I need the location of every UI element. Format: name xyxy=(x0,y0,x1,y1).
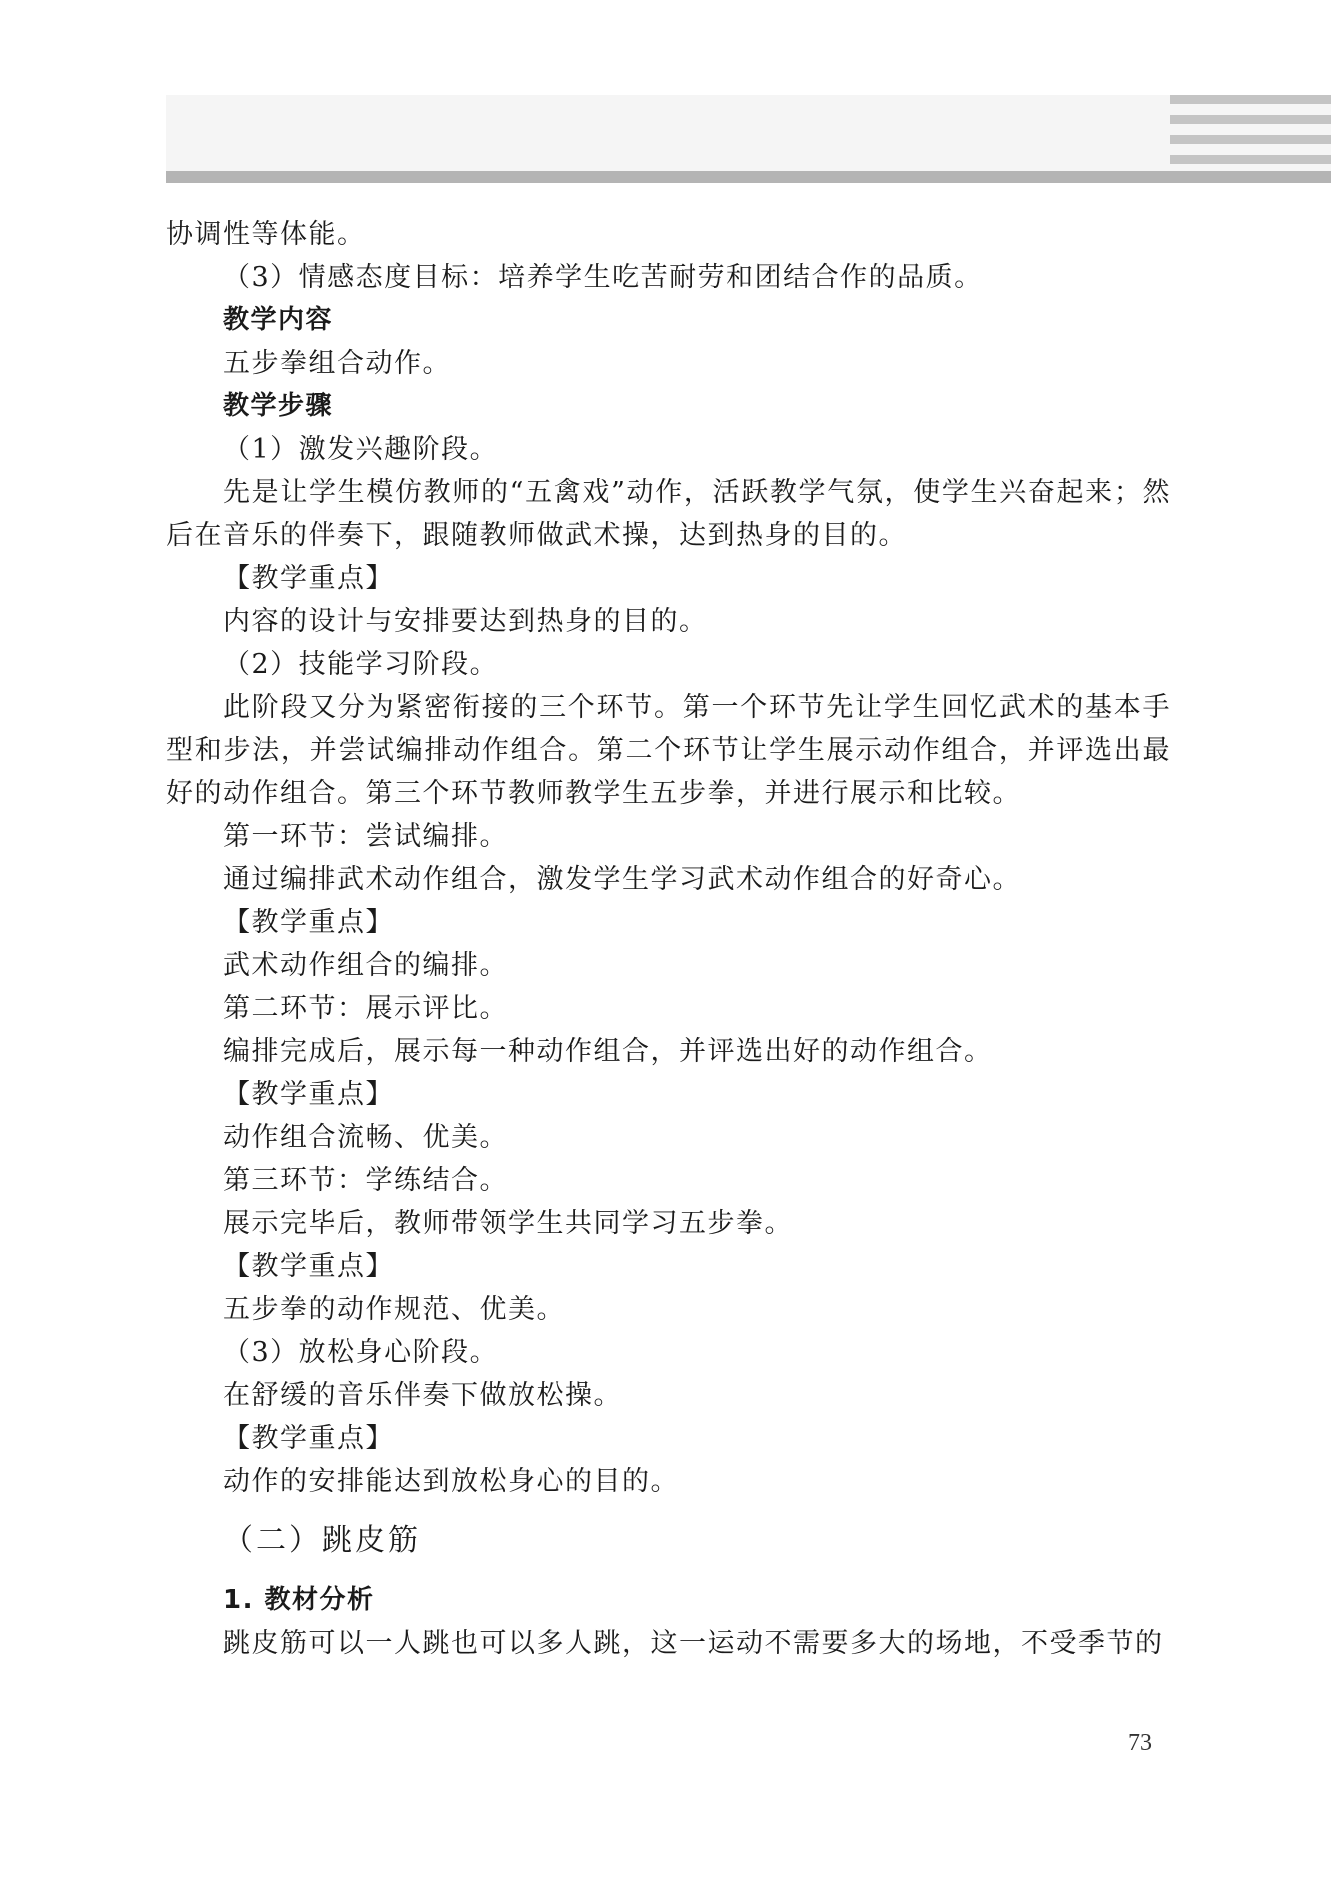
key-point-label: 【教学重点】 xyxy=(223,1423,394,1454)
key-point-label: 【教学重点】 xyxy=(223,907,394,938)
heading-teaching-content: 教学内容 xyxy=(223,305,334,335)
body-line: 跳皮筋可以一人跳也可以多人跳，这一运动不需要多大的场地，不受季节的 xyxy=(223,1628,1164,1659)
stripe xyxy=(1170,115,1331,124)
heading-teaching-steps: 教学步骤 xyxy=(223,391,334,421)
body-line: （3）放松身心阶段。 xyxy=(223,1337,499,1368)
header-rule xyxy=(166,171,1331,183)
body-line: 通过编排武术动作组合，激发学生学习武术动作组合的好奇心。 xyxy=(223,864,1021,895)
page-number: 73 xyxy=(1128,1730,1152,1756)
subsection-title: 1. 教材分析 xyxy=(223,1585,375,1615)
key-point-label: 【教学重点】 xyxy=(223,563,394,594)
body-line: 在舒缓的音乐伴奏下做放松操。 xyxy=(223,1380,622,1411)
body-line: 编排完成后，展示每一种动作组合，并评选出好的动作组合。 xyxy=(223,1036,993,1067)
body-line: （2）技能学习阶段。 xyxy=(223,649,499,680)
stripe xyxy=(1170,95,1331,104)
body-line: 动作的安排能达到放松身心的目的。 xyxy=(223,1466,679,1497)
body-line: 展示完毕后，教师带领学生共同学习五步拳。 xyxy=(223,1208,793,1239)
body-line: 第一环节：尝试编排。 xyxy=(223,821,508,852)
body-line: 动作组合流畅、优美。 xyxy=(223,1122,508,1153)
section-title: （二）跳皮筋 xyxy=(223,1523,421,1558)
header-stripes xyxy=(1170,95,1331,165)
body-line: 五步拳组合动作。 xyxy=(223,348,451,379)
page-content xyxy=(166,213,1171,1665)
stripe xyxy=(1170,155,1331,164)
body-line: 协调性等体能。 xyxy=(166,219,366,250)
key-point-label: 【教学重点】 xyxy=(223,1251,394,1282)
key-point-label: 【教学重点】 xyxy=(223,1079,394,1110)
header-band xyxy=(166,95,1331,171)
body-line: 第二环节：展示评比。 xyxy=(223,993,508,1024)
body-line: （3）情感态度目标：培养学生吃苦耐劳和团结合作的品质。 xyxy=(223,262,983,293)
stripe xyxy=(1170,135,1331,144)
body-line: （1）激发兴趣阶段。 xyxy=(223,434,499,465)
body-paragraph: 此阶段又分为紧密衔接的三个环节。第一个环节先让学生回忆武术的基本手型和步法，并尝试编排动作组合。第二个环节让学生展示动作组合，并评选出最好的动作组合。第三个环节教师教学生五步拳，并进行展示和比较。 xyxy=(166,692,1171,809)
body-line: 第三环节：学练结合。 xyxy=(223,1165,508,1196)
body-line: 五步拳的动作规范、优美。 xyxy=(223,1294,565,1325)
body-paragraph: 先是让学生模仿教师的“五禽戏”动作，活跃教学气氛，使学生兴奋起来；然后在音乐的伴奏下，跟随教师做武术操，达到热身的目的。 xyxy=(166,477,1171,551)
body-line: 内容的设计与安排要达到热身的目的。 xyxy=(223,606,708,637)
body-line: 武术动作组合的编排。 xyxy=(223,950,508,981)
